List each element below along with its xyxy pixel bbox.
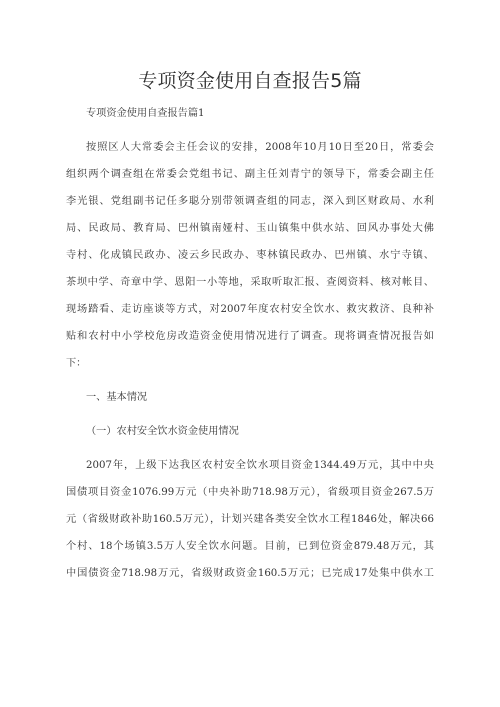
paragraph-line: 元（省级财政补助160.5万元），计划兴建各类安全饮水工程1846处，解决66 bbox=[66, 514, 434, 525]
paragraph-line: 茶坝中学、奇章中学、恩阳一小等地，采取听取汇报、查阅资料、核对帐目、 bbox=[66, 277, 434, 288]
paragraph-line: 下： bbox=[66, 358, 87, 369]
paragraph-line: 按照区人大常委会主任会议的安排，2008年10月10日至20日，常委会 bbox=[86, 142, 434, 153]
paragraph-line: 组织两个调查组在常委会党组书记、副主任刘青宁的领导下，常委会副主任 bbox=[66, 169, 434, 180]
section-heading: 一、基本情况 bbox=[86, 392, 148, 403]
paragraph-line: 贴和农村中小学校危房改造资金使用情况进行了调查。现将调查情况报告如 bbox=[66, 331, 434, 342]
paragraph-line: 寺村、化成镇民政办、凌云乡民政办、枣林镇民政办、巴州镇、水宁寺镇、 bbox=[66, 250, 434, 261]
paragraph-line: 现场踏看、走访座谈等方式，对2007年度农村安全饮水、救灾救济、良种补 bbox=[66, 304, 434, 315]
paragraph-line: 局、民政局、教育局、巴州镇南娅村、玉山镇集中供水站、回风办事处大佛 bbox=[66, 223, 434, 234]
paragraph-line: 国债项目资金1076.99万元（中央补助718.98万元），省级项目资金267.5万 bbox=[66, 487, 434, 498]
paragraph-line: 李光银、党组副书记任多聪分别带领调查组的同志，深入到区财政局、水利 bbox=[66, 196, 434, 207]
paragraph-line: 个村、18个场镇3.5万人安全饮水问题。目前，已到位资金879.48万元，其 bbox=[66, 541, 434, 552]
paragraph-line: 中国债资金718.98万元，省级财政资金160.5万元；已完成17处集中供水工 bbox=[66, 568, 434, 579]
paragraph-line: 2007年，上级下达我区农村安全饮水项目资金1344.49万元，其中中央 bbox=[86, 460, 434, 471]
document-title: 专项资金使用自查报告5篇 bbox=[138, 70, 362, 92]
subsection-heading: （一）农村安全饮水资金使用情况 bbox=[86, 426, 239, 437]
document-subtitle: 专项资金使用自查报告篇1 bbox=[86, 108, 205, 119]
